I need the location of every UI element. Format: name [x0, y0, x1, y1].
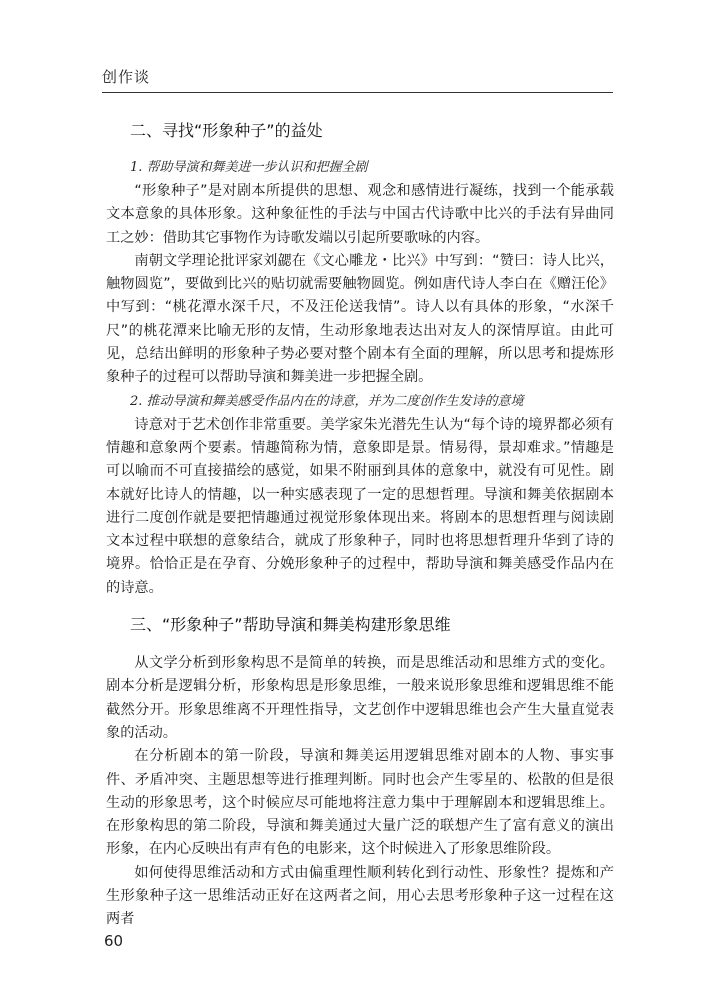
section-title-2: 二、寻找“形象种子”的益处: [130, 121, 323, 140]
body-paragraph: “形象种子”是对剧本所提供的思想、观念和感情进行凝练，找到一个能承载文本意象的具体形象。这种象征性的手法与中国古代诗歌中比兴的手法有异曲同工之妙：借助其它事物作为诗歌发端以引起所要歌咏的内容。: [106, 183, 614, 246]
page-number: 60: [104, 932, 124, 950]
body-paragraph: 南朝文学理论批评家刘勰在《文心雕龙・比兴》中写到：“赞曰：诗人比兴，触物圆览”，要做到比兴的贴切就需要触物圆览。例如唐代诗人李白在《赠汪伦》中写到：“桃花潭水深千尺，不及汪伦送我情”。诗人以有具体的形象，“水深千尺”的桃花潭来比喻无形的友情，生动形象地表达出对友人的深情厚谊。由此可见，总结出鲜明的形象种子势必要对整个剧本有全面的理解，所以思考和提炼形象种子的过程可以帮助导演和舞美进一步把握全剧。: [106, 252, 614, 386]
body-paragraph: 从文学分析到形象构思不是简单的转换，而是思维活动和思维方式的变化。剧本分析是逻辑分析，形象构思是形象思维，一般来说形象思维和逻辑思维不能截然分开。形象思维离不开理性指导，文艺创作中逻辑思维也会产生大量直觉表象的活动。: [106, 655, 614, 741]
subheading-1: 1. 帮助导演和舞美进一步认识和把握全剧: [130, 160, 368, 175]
body-paragraph: 如何使得思维活动和方式由偏重理性顺利转化到行动性、形象性？提炼和产生形象种子这一思维活动正好在这两者之间，用心去思考形象种子这一过程在这两者: [106, 864, 614, 928]
body-paragraph: 诗意对于艺术创作非常重要。美学家朱光潜先生认为“每个诗的境界都必须有情趣和意象两个要素。情趣简称为情，意象即是景。情易得，景却难求。”情趣是可以喻而不可直接描绘的感觉，如果不附丽到具体的意象中，就没有可见性。剧本就好比诗人的情趣，以一种实感表现了一定的思想哲理。导演和舞美依据剧本进行二度创作就是要把情趣通过视觉形象体现出来。将剧本的思想哲理与阅读剧文本过程中联想的意象结合，就成了形象种子，同时也将思想哲理升华到了诗的境界。恰恰正是在孕育、分娩形象种子的过程中，帮助导演和舞美感受作品内在的诗意。: [106, 416, 614, 596]
page-body: [106, 112, 614, 932]
running-header: 创作谈: [102, 68, 151, 86]
section-title-3: 三、“形象种子”帮助导演和舞美构建形象思维: [130, 615, 451, 635]
header-rule: [102, 92, 613, 93]
body-paragraph: 在分析剧本的第一阶段，导演和舞美运用逻辑思维对剧本的人物、事实事件、矛盾冲突、主题思想等进行推理判断。同时也会产生零星的、松散的但是很生动的形象思考，这个时候应尽可能地将注意力集中于理解剧本和逻辑思维上。在形象构思的第二阶段，导演和舞美通过大量广泛的联想产生了富有意义的演出形象，在内心反映出有声有色的电影来，这个时候进入了形象思维阶段。: [106, 748, 614, 858]
subheading-2: 2. 推动导演和舞美感受作品内在的诗意，并为二度创作生发诗的意境: [130, 393, 524, 409]
